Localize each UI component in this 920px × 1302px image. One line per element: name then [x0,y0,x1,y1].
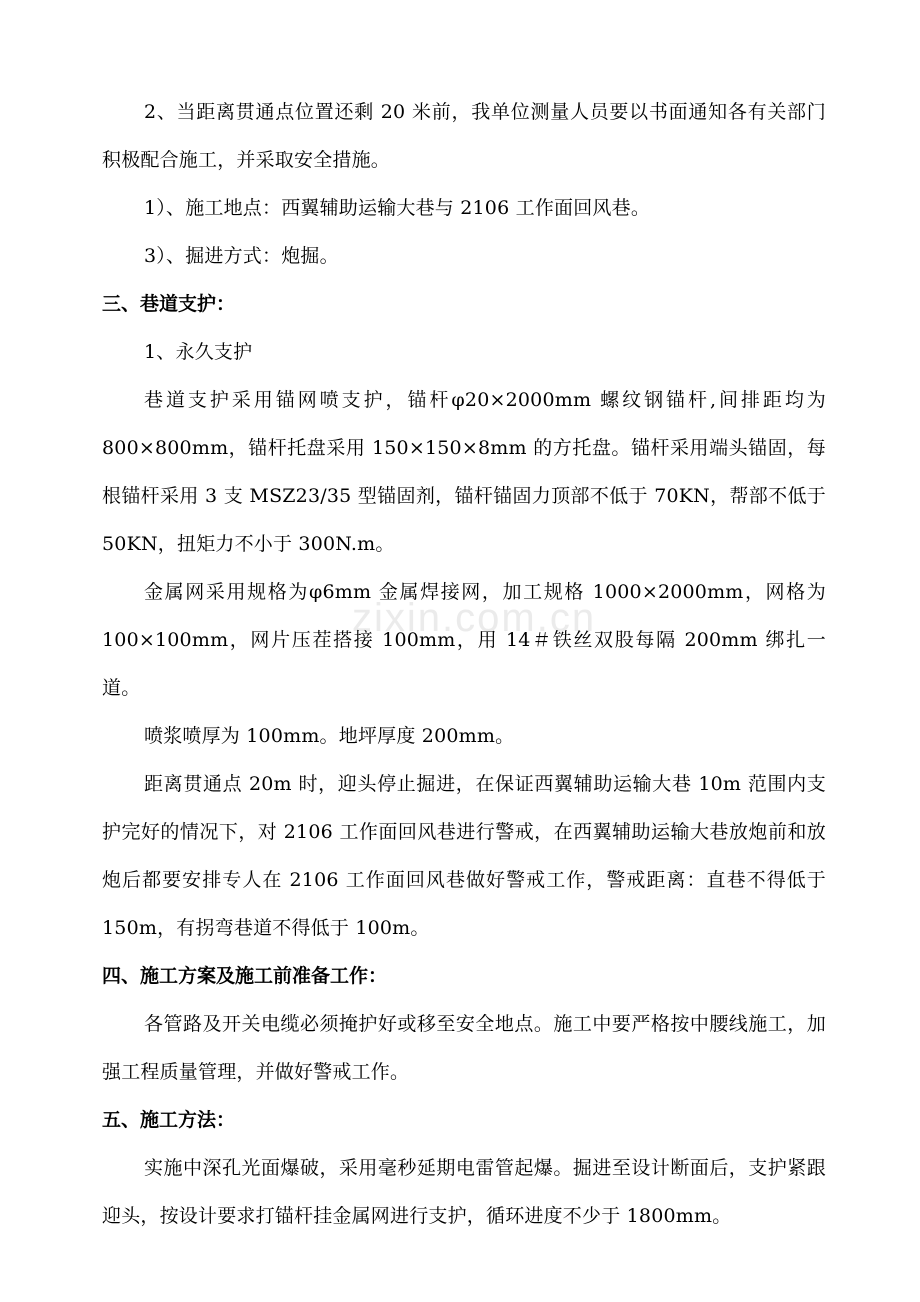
paragraph-blasting: 实施中深孔光面爆破，采用毫秒延期电雷管起爆。掘进至设计断面后，支护紧跟迎头，按设计要求打锚杆挂金属网进行支护，循环进度不少于 1800mm。 [102,1157,826,1227]
paragraph-warning: 距离贯通点 20m 时，迎头停止掘进，在保证西翼辅助运输大巷 10m 范围内支护完好的情况下，对 2106 工作面回风巷进行警戒，在西翼辅助运输大巷放炮前和放炮后都要安排专人在 2106 工作面回风巷做好警戒工作，警戒距离：直巷不得低于 150m，有拐弯巷道不得低于 100m。 [102,773,826,939]
paragraph-method: 3）、掘进方式：炮掘。 [144,245,339,267]
paragraph-notice: 2、当距离贯通点位置还剩 20 米前，我单位测量人员要以书面通知各有关部门积极配合施工，并采取安全措施。 [102,101,826,171]
paragraph-bolt-support: 巷道支护采用锚网喷支护，锚杆φ20×2000mm 螺纹钢锚杆,间排距均为 800×800mm，锚杆托盘采用 150×150×8mm 的方托盘。锚杆采用端头锚固，每根锚杆采用 3 支 MSZ23/35 型锚固剂，锚杆锚固力顶部不低于 70KN，帮部不低于 50KN，扭矩力不小于 300N.m。 [102,389,826,555]
watermark: zixin.com.cn [352,596,597,640]
paragraph-metal-mesh: 金属网采用规格为φ6mm 金属焊接网，加工规格 1000×2000mm，网格为 100×100mm，网片压茬搭接 100mm，用 14＃铁丝双股每隔 200mm 绑扎一道。 [102,581,826,699]
section-heading-construction-method: 五、施工方法： [102,1109,236,1131]
subheading-permanent-support: 1、永久支护 [144,341,253,363]
paragraph-location: 1）、施工地点：西翼辅助运输大巷与 2106 工作面回风巷。 [144,197,651,219]
paragraph-preparation: 各管路及开关电缆必须掩护好或移至安全地点。施工中要严格按中腰线施工，加强工程质量管理，并做好警戒工作。 [102,1013,826,1083]
document-page [102,88,826,1240]
paragraph-shotcrete: 喷浆喷厚为 100mm。地坪厚度 200mm。 [144,725,515,747]
section-heading-preparation: 四、施工方案及施工前准备工作： [102,965,388,987]
section-heading-support: 三、巷道支护： [102,293,236,315]
